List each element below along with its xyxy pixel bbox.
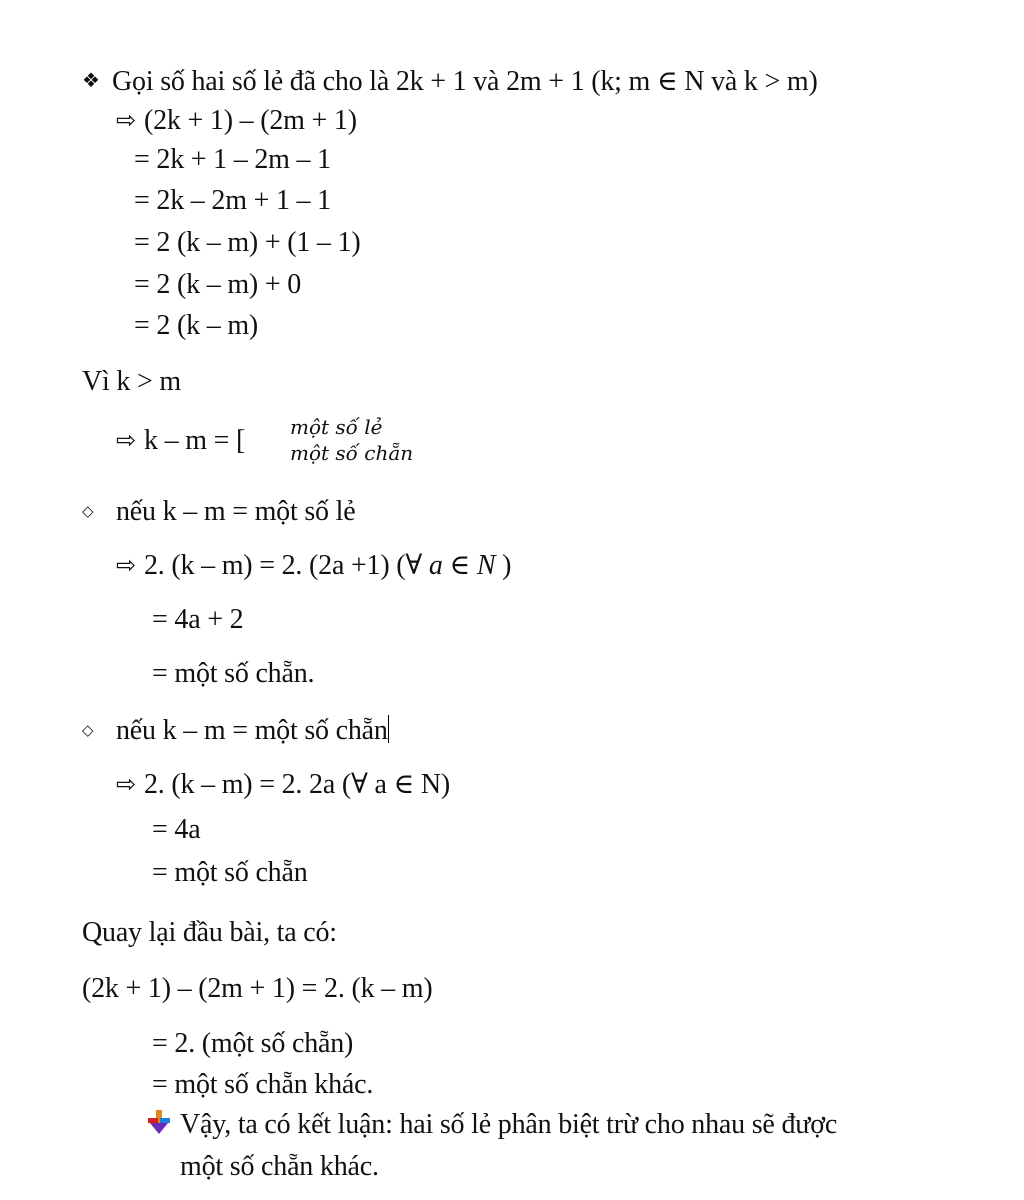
- diamond-bullet-icon: ◇: [82, 721, 94, 739]
- implies-arrow-icon: ⇨: [116, 770, 136, 798]
- case2-line-3: = một số chẵn: [152, 857, 308, 888]
- case-odd-option: một số lẻ: [290, 415, 383, 439]
- case2-line-2: = 4a: [152, 814, 201, 845]
- arrow-down-icon: [146, 1108, 172, 1136]
- conclusion-line-1: Vậy, ta có kết luận: hai số lẻ phân biệt trừ cho nhau sẽ được: [180, 1109, 838, 1140]
- case-even-option: một số chẵn: [290, 441, 414, 465]
- case1-line-1: [116, 548, 511, 583]
- case1-set-N: N: [476, 550, 496, 581]
- calc-line-6: = 2 (k – m): [134, 310, 259, 341]
- cases-prefix: k – m = [: [144, 425, 246, 456]
- intro-text: Gọi số hai số lẻ đã cho là 2k + 1 và 2m + 1 (k; m ∈ N và k > m): [112, 66, 818, 97]
- calc-line-5: = 2 (k – m) + 0: [134, 269, 302, 300]
- return-line-2: = 2. (một số chẵn): [152, 1028, 354, 1059]
- implies-arrow-icon: ⇨: [116, 106, 136, 134]
- case2-heading-text: nếu k – m = một số chẵn: [116, 715, 388, 746]
- case2-line-1: [116, 767, 450, 802]
- case2-heading: [82, 713, 389, 748]
- conclusion-line-2: một số chẵn khác.: [180, 1151, 379, 1182]
- case1-heading-text: nếu k – m = một số lẻ: [116, 496, 356, 527]
- four-diamond-bullet-icon: ❖: [82, 68, 100, 92]
- calc-line-4: = 2 (k – m) + (1 – 1): [134, 227, 361, 258]
- implies-arrow-icon: ⇨: [116, 426, 136, 454]
- case2-expression: 2. (k – m) = 2. 2a (∀ a ∈ N): [144, 769, 450, 800]
- intro-line: [82, 63, 818, 99]
- cases-options: [290, 414, 413, 466]
- diamond-bullet-icon: ◇: [82, 502, 94, 520]
- calc-line-2: = 2k + 1 – 2m – 1: [134, 144, 331, 175]
- calc-line-3: = 2k – 2m + 1 – 1: [134, 185, 331, 216]
- implies-arrow-icon: ⇨: [116, 551, 136, 579]
- case1-var-a: a: [428, 550, 443, 581]
- return-line-1: (2k + 1) – (2m + 1) = 2. (k – m): [82, 973, 433, 1004]
- text-cursor: [388, 715, 390, 743]
- return-line-3: = một số chẵn khác.: [152, 1069, 374, 1100]
- calc-line-1: [116, 103, 357, 138]
- case1-close: ): [495, 550, 512, 581]
- case1-in-symbol: ∈: [442, 550, 477, 581]
- case1-line-3: = một số chẵn.: [152, 658, 315, 689]
- return-heading: Quay lại đầu bài, ta có:: [82, 917, 337, 948]
- calc-expression: (2k + 1) – (2m + 1): [144, 105, 357, 136]
- cases-line: [116, 423, 245, 458]
- case1-heading: [82, 494, 355, 529]
- case1-expression: 2. (k – m) = 2. (2a +1) (∀: [144, 550, 429, 581]
- because-line: Vì k > m: [82, 366, 181, 397]
- case1-line-2: = 4a + 2: [152, 604, 244, 635]
